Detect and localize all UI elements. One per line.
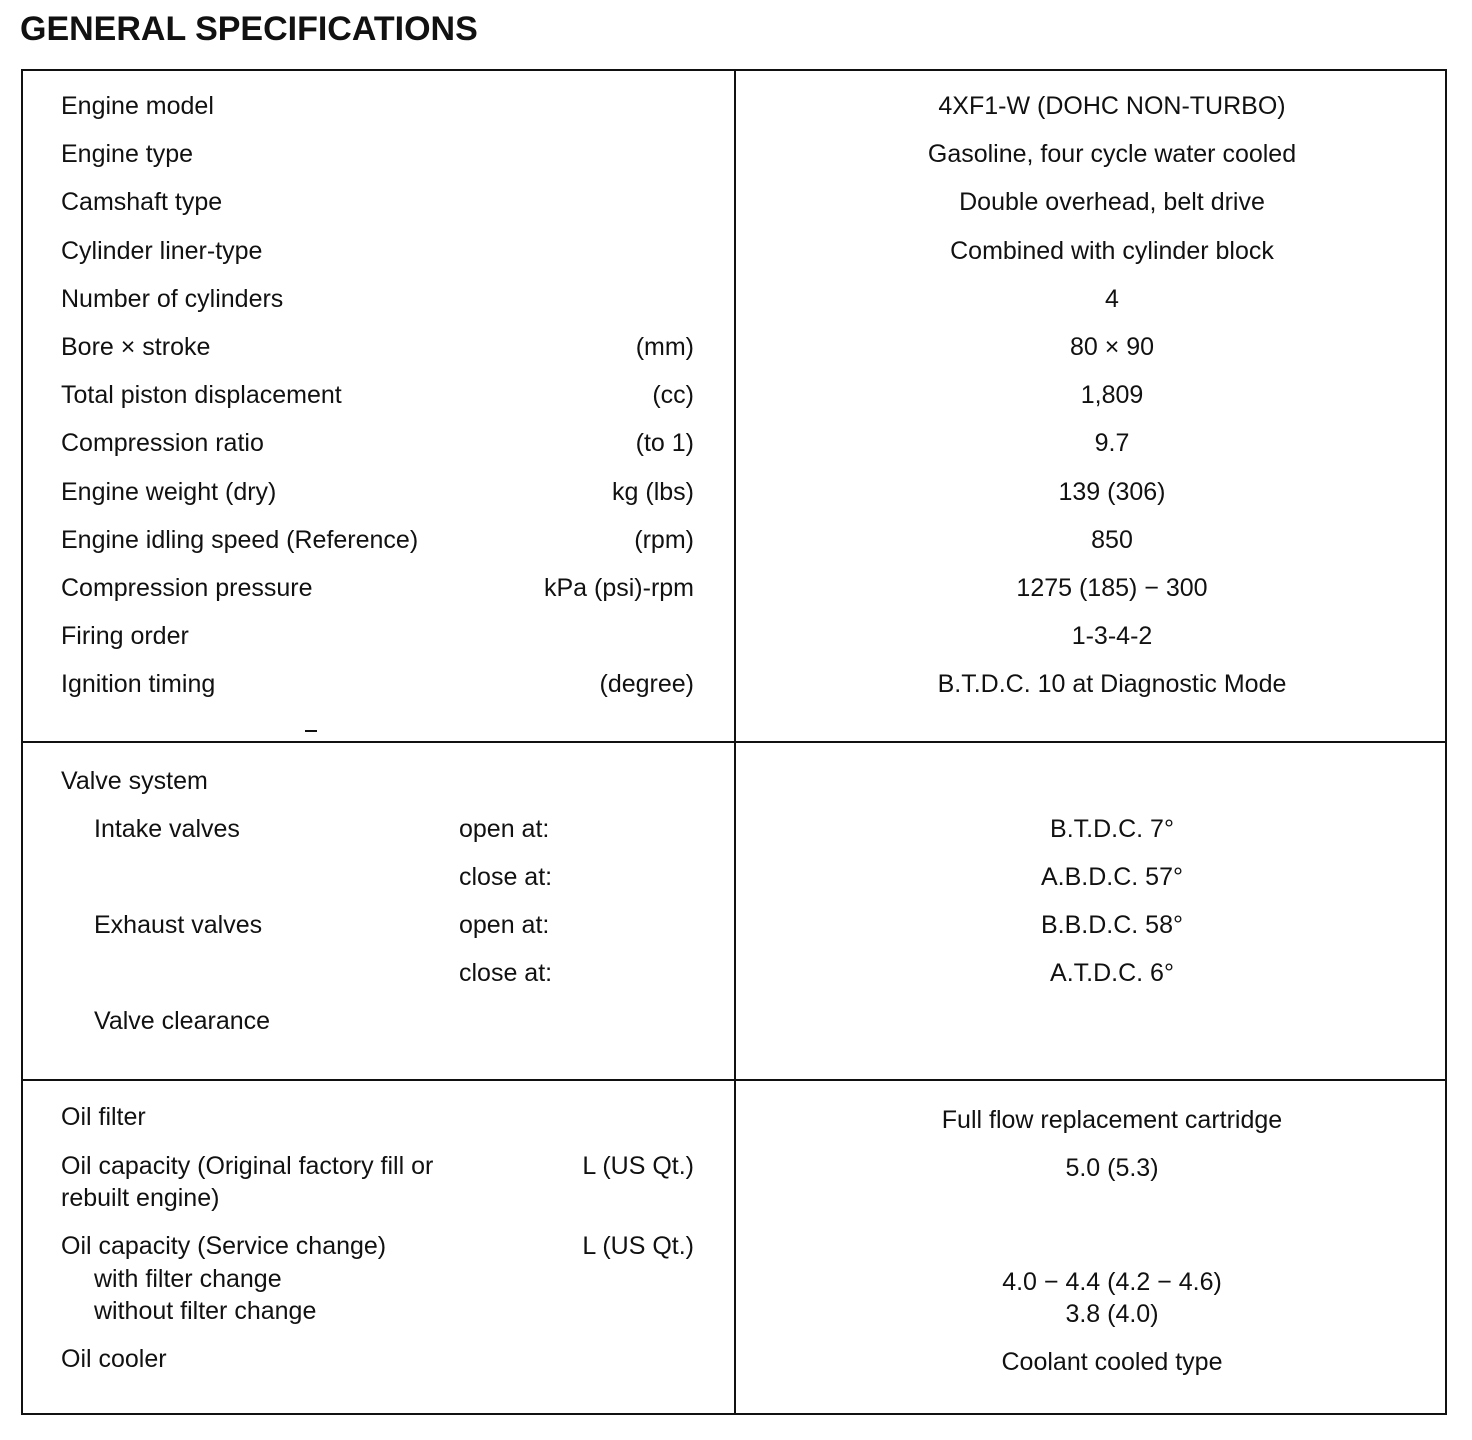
intake-close-value: A.B.D.C. 57° bbox=[1041, 863, 1183, 891]
exhaust-close-label: close at: bbox=[459, 959, 553, 987]
oil-filter-label: Oil filter bbox=[61, 1103, 146, 1131]
oil-capacity-original-value: 5.0 (5.3) bbox=[1065, 1154, 1159, 1182]
spec-label: Engine weight (dry) bbox=[61, 478, 277, 506]
section-divider-1 bbox=[21, 741, 1447, 743]
spec-unit: (rpm) bbox=[634, 526, 694, 554]
spec-value: 1-3-4-2 bbox=[1071, 622, 1153, 650]
valve-system-heading: Valve system bbox=[61, 767, 208, 795]
spec-value: 9.7 bbox=[1094, 429, 1130, 457]
spec-label: Compression ratio bbox=[61, 429, 264, 457]
spec-value: 4 bbox=[1105, 285, 1119, 313]
spec-label: Ignition timing bbox=[61, 670, 216, 698]
oil-capacity-service-label: Oil capacity (Service change) bbox=[61, 1232, 387, 1260]
exhaust-open-value: B.B.D.C. 58° bbox=[1041, 911, 1183, 939]
exhaust-close-value: A.T.D.C. 6° bbox=[1050, 959, 1174, 987]
spec-value: Double overhead, belt drive bbox=[959, 188, 1265, 216]
intake-open-label: open at: bbox=[459, 815, 550, 843]
spec-label: Firing order bbox=[61, 622, 189, 650]
spec-value: 4XF1-W (DOHC NON-TURBO) bbox=[938, 92, 1286, 120]
spec-value: Gasoline, four cycle water cooled bbox=[927, 140, 1297, 168]
spec-label: Cylinder liner-type bbox=[61, 237, 263, 265]
spec-value: 80 × 90 bbox=[1069, 333, 1155, 361]
spec-unit: (to 1) bbox=[635, 429, 694, 457]
oil-cooler-label: Oil cooler bbox=[61, 1345, 167, 1373]
intake-valves-label: Intake valves bbox=[94, 815, 240, 843]
spec-label: Compression pressure bbox=[61, 574, 313, 602]
intake-open-value: B.T.D.C. 7° bbox=[1050, 815, 1174, 843]
with-filter-change-value: 4.0 − 4.4 (4.2 − 4.6) bbox=[1002, 1268, 1222, 1296]
spec-unit: (cc) bbox=[652, 381, 694, 409]
spec-label: Total piston displacement bbox=[61, 381, 342, 409]
spec-unit: kg (lbs) bbox=[612, 478, 694, 506]
stray-mark bbox=[305, 730, 317, 732]
spec-value: B.T.D.C. 10 at Diagnostic Mode bbox=[937, 670, 1287, 698]
spec-label: Engine type bbox=[61, 140, 194, 168]
spec-value: 850 bbox=[1091, 526, 1133, 554]
spec-unit: kPa (psi)-rpm bbox=[543, 574, 694, 602]
oil-capacity-original-label: Oil capacity (Original factory fill or bbox=[61, 1152, 434, 1180]
spec-label: Number of cylinders bbox=[61, 285, 284, 313]
oil-capacity-service-unit: L (US Qt.) bbox=[582, 1232, 694, 1260]
page-title: GENERAL SPECIFICATIONS bbox=[20, 10, 478, 48]
spec-unit: (degree) bbox=[599, 670, 694, 698]
spec-value: Combined with cylinder block bbox=[950, 237, 1274, 265]
oil-filter-value: Full flow replacement cartridge bbox=[941, 1106, 1283, 1134]
exhaust-valves-label: Exhaust valves bbox=[94, 911, 263, 939]
section-divider-2 bbox=[21, 1079, 1447, 1081]
spec-label: Bore × stroke bbox=[61, 333, 211, 361]
spec-value: 1,809 bbox=[1080, 381, 1144, 409]
oil-capacity-original-label-cont: rebuilt engine) bbox=[61, 1184, 220, 1212]
spec-label: Engine model bbox=[61, 92, 214, 120]
oil-capacity-original-unit: L (US Qt.) bbox=[582, 1152, 694, 1180]
spec-label: Engine idling speed (Reference) bbox=[61, 526, 419, 554]
spec-label: Camshaft type bbox=[61, 188, 223, 216]
without-filter-change-label: without filter change bbox=[94, 1297, 317, 1325]
valve-clearance-label: Valve clearance bbox=[94, 1007, 271, 1035]
spec-unit: (mm) bbox=[635, 333, 694, 361]
exhaust-open-label: open at: bbox=[459, 911, 550, 939]
intake-close-label: close at: bbox=[459, 863, 553, 891]
oil-cooler-value: Coolant cooled type bbox=[1001, 1348, 1223, 1376]
spec-value: 1275 (185) − 300 bbox=[1016, 574, 1208, 602]
spec-value: 139 (306) bbox=[1058, 478, 1166, 506]
without-filter-change-value: 3.8 (4.0) bbox=[1065, 1300, 1159, 1328]
with-filter-change-label: with filter change bbox=[94, 1265, 282, 1293]
